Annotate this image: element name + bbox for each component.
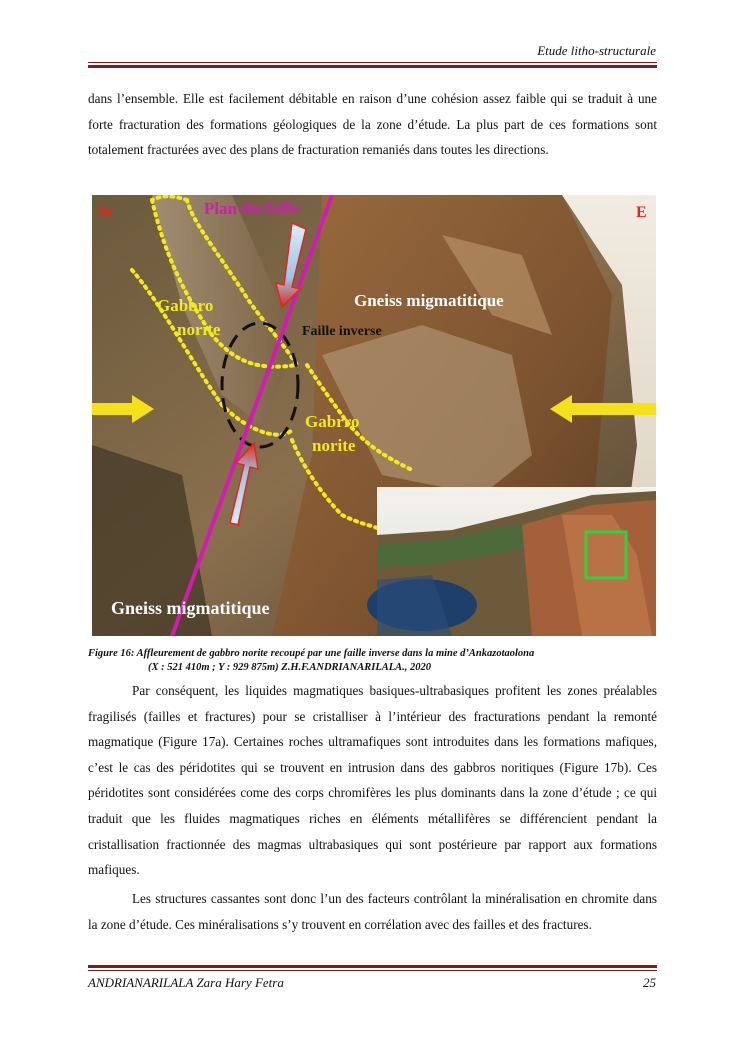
label-reverse-fault: Faille inverse xyxy=(302,324,382,339)
label-gneiss-bottom: Gneiss migmatitique xyxy=(111,598,270,618)
label-gabbro-1-line2: norite xyxy=(177,320,221,339)
figure-caption xyxy=(88,647,668,675)
footer-author: ANDRIANARILALA Zara Hary Fetra xyxy=(88,975,284,990)
running-header: Etude litho-structurale xyxy=(537,43,656,58)
paragraph-1: dans l’ensemble. Elle est facilement débitable en raison d’une cohésion assez faible qui se traduit à une forte fracturation des formations géologiques de la zone d’étude. La plus part de ces formations sont totalement fracturées avec des plans de fracturation remaniés dans toutes les directions. xyxy=(88,91,657,158)
header-rule-thin xyxy=(88,62,657,63)
page-number: 25 xyxy=(643,975,656,990)
label-gabbro-2-line1: Gabrro xyxy=(305,412,360,431)
paragraph-3: Les structures cassantes sont donc l’un des facteurs contrôlant la minéralisation en chromite dans la zone d’étude. Ces minéralisations s’y trouvent en corrélation avec des failles et des fractures. xyxy=(88,891,657,932)
label-gabbro-1-line1: Gabbro xyxy=(157,296,214,315)
label-fault-plane: Plan du faille xyxy=(204,199,301,218)
label-gabbro-2-line2: norite xyxy=(312,436,356,455)
footer-rule-thick xyxy=(88,965,657,968)
inset-photo xyxy=(367,487,656,636)
paragraph-2: Par conséquent, les liquides magmatiques basiques-ultrabasiques profitent les zones préalables fragilisés (failles et fractures) pour se cristalliser à l’intérieur des fracturations pendant la remonté magmatique (Figure 17a). Certaines roches ultramafiques sont introduites dans les formations mafiques, c’est le cas des péridotites qui se trouvent en intrusion dans des gabbros noritiques (Figure 17b). Ces péridotites sont considérées come des corps chromifères les plus dominants dans la zone d’étude ; ce qui traduit que les fluides magmatiques riches en éléments métallifères se différencient pendant la cristallisation fractionnée des magmas ultrabasiques qui sont postérieure par rapport aux formations mafiques. xyxy=(88,683,657,878)
caption-line-2: (X : 521 410m ; Y : 929 875m) Z.H.F.ANDRIANARILALA., 2020 xyxy=(148,662,432,673)
label-west: W xyxy=(98,204,114,221)
label-east: E xyxy=(636,204,647,221)
header-rule-thick xyxy=(88,65,657,68)
label-gneiss-top: Gneiss migmatitique xyxy=(354,291,504,310)
figure-16-photo xyxy=(92,195,656,636)
footer-rule-thin xyxy=(88,970,657,971)
caption-line-1: Figure 16: Affleurement de gabbro norite recoupé par une faille inverse dans la mine d’Ankazotaolona xyxy=(88,648,535,659)
